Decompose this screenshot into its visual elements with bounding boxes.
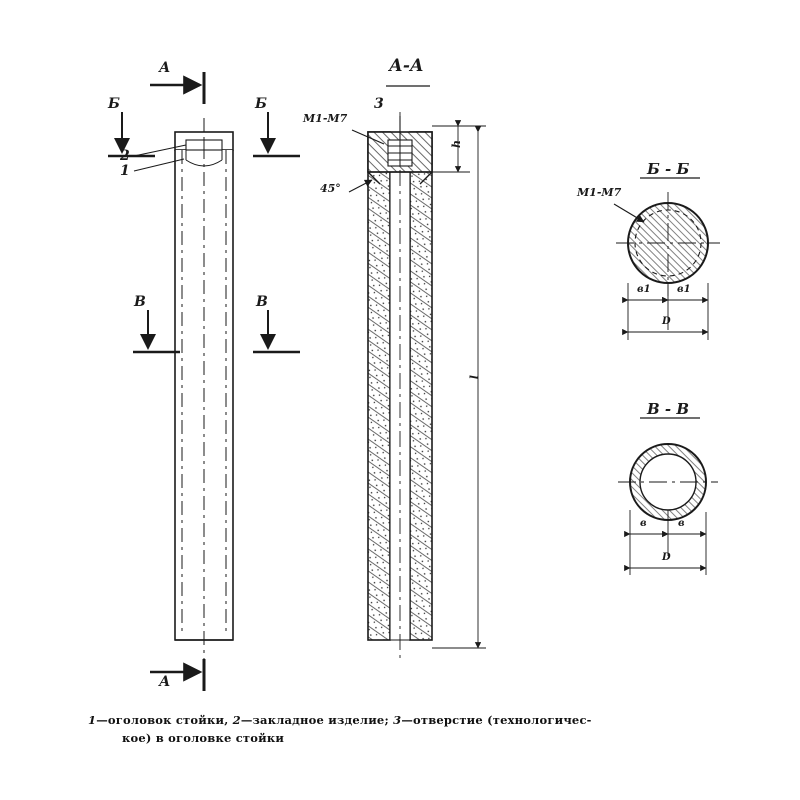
dim-h: h	[450, 140, 463, 148]
section-bb-title: Б - Б	[647, 160, 690, 178]
caption-line-2: кое) в оголовке стойки	[122, 730, 285, 745]
dim-l: l	[468, 375, 481, 380]
mark-b-left: Б	[108, 96, 120, 112]
section-aa-title: А-А	[389, 56, 424, 76]
mark-a-bottom: А	[159, 674, 171, 690]
caption-text-2: —закладное изделие;	[240, 713, 394, 727]
dim-v-left: в	[640, 518, 647, 529]
mark-v-left: В	[134, 294, 146, 310]
dim-v1-right: в1	[677, 284, 691, 295]
caption-num-2: 2	[232, 713, 241, 727]
callout-1: 1	[120, 163, 130, 179]
section-vv-title: В - В	[647, 400, 690, 418]
dim-d-bb: D	[662, 316, 671, 327]
figure-caption	[88, 712, 728, 748]
mark-v-right: В	[256, 294, 268, 310]
front-view	[175, 118, 233, 660]
callout-2: 2	[120, 148, 130, 164]
caption-num-1: 1	[88, 713, 97, 727]
dim-d-vv: D	[662, 552, 671, 563]
dim-v1-left: в1	[637, 284, 651, 295]
dim-v-right: в	[678, 518, 685, 529]
mark-a-top: А	[159, 60, 171, 76]
embed-marks-aa: М1-М7	[303, 112, 348, 125]
mark-b-right: Б	[255, 96, 267, 112]
caption-text-1: —оголовок стойки,	[96, 713, 233, 727]
caption-line-1	[88, 713, 592, 727]
embed-marks-bb: М1-М7	[577, 186, 622, 199]
angle-45: 45°	[320, 182, 341, 195]
caption-num-3: 3	[393, 713, 402, 727]
section-aa	[349, 112, 486, 660]
caption-text-3: —отверстие (технологичес-	[401, 713, 592, 727]
hole-callout-3: 3	[374, 96, 384, 112]
